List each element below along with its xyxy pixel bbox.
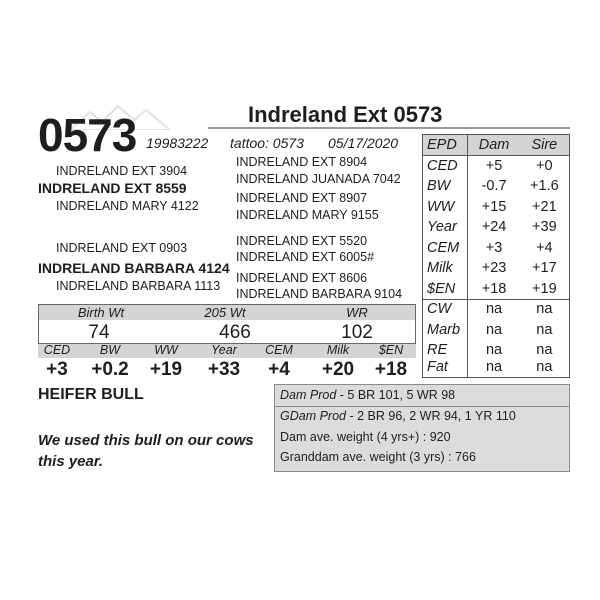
registration-number: 19983222 — [146, 135, 209, 151]
weight-label: WR — [346, 305, 368, 320]
epd-dam-value: -0.7 — [481, 178, 507, 195]
gdam-prod-line — [280, 409, 516, 423]
epd-trait: Fat — [427, 359, 448, 376]
epd-dam-value: na — [485, 342, 503, 359]
sire-epd-value: +19 — [149, 359, 183, 380]
epd-row — [423, 357, 569, 378]
sire-epd-value: +3 — [46, 359, 68, 380]
weight-value: 74 — [88, 322, 110, 343]
pedigree-sd-dam: INDRELAND MARY 9155 — [236, 208, 379, 222]
pedigree-sire: INDRELAND EXT 8559 — [38, 180, 187, 196]
epd-trait: CEM — [427, 239, 460, 256]
tattoo: tattoo: 0573 — [230, 135, 304, 151]
epd-sire-value: na — [536, 359, 553, 376]
pedigree-dd-dam: INDRELAND BARBARA 9104 — [236, 287, 403, 301]
pedigree-sire-sire: INDRELAND EXT 3904 — [56, 164, 188, 178]
epd-dam-value: +23 — [481, 260, 507, 277]
epd-row — [423, 299, 569, 320]
epd-row — [423, 258, 569, 279]
weight-value: 466 — [219, 322, 251, 343]
sire-epd-value: +18 — [374, 359, 408, 380]
epd-dam-value: na — [485, 301, 503, 318]
epd-dam-value: +5 — [485, 157, 503, 174]
epd-trait: CW — [427, 301, 452, 318]
title-divider — [208, 127, 570, 129]
epd-sire-value: +21 — [532, 198, 557, 215]
epd-trait: BW — [427, 178, 451, 195]
pedigree-ds-sire: INDRELAND EXT 5520 — [236, 234, 368, 248]
pedigree-dam-sire: INDRELAND EXT 0903 — [56, 241, 188, 255]
dam-average-weight: Dam ave. weight (4 yrs+) : 920 — [280, 430, 451, 444]
epd-sire-value: +39 — [532, 219, 557, 236]
epd-sire-value: na — [536, 321, 553, 338]
sire-epd-value: +0.2 — [91, 359, 129, 380]
epd-header-dam: Dam — [478, 137, 510, 154]
epd-header-trait: EPD — [427, 137, 457, 154]
birth-date: 05/17/2020 — [328, 135, 399, 151]
epd-trait: RE — [427, 342, 448, 359]
epd-dam-value: na — [485, 359, 503, 376]
sire-epd-value: +20 — [321, 359, 355, 380]
epd-header-divider — [423, 155, 569, 156]
epd-table — [422, 134, 570, 378]
epd-carcass-divider — [423, 299, 569, 300]
epd-trait: $EN — [427, 280, 456, 297]
pedigree-dam: INDRELAND BARBARA 4124 — [38, 260, 230, 276]
epd-header-row — [423, 135, 569, 156]
epd-column-divider — [467, 135, 468, 377]
epd-sire-value: na — [536, 342, 553, 359]
epd-row — [423, 279, 569, 300]
epd-trait: Milk — [427, 260, 453, 277]
sire-epd-label: $EN — [378, 343, 404, 357]
sire-epd-value: +4 — [268, 359, 290, 380]
pedigree-ds-dam: INDRELAND EXT 6005# — [236, 250, 375, 264]
pedigree-ss-dam: INDRELAND JUANADA 7042 — [236, 172, 401, 186]
dam-prod-value: - 5 BR 101, 5 WR 98 — [339, 388, 456, 402]
epd-trait: Year — [427, 219, 457, 236]
dam-prod-label: Dam Prod — [280, 388, 337, 402]
epd-header-sire: Sire — [531, 137, 558, 154]
sire-epd-label: CEM — [265, 343, 293, 357]
weight-label: Birth Wt — [77, 305, 125, 320]
pedigree-sire-dam: INDRELAND MARY 4122 — [56, 199, 199, 213]
comment-text: We used this bull on our cows this year. — [38, 432, 254, 470]
epd-sire-value: +17 — [532, 260, 557, 277]
production-box — [274, 384, 570, 472]
sire-epd-value: +33 — [207, 359, 241, 380]
weight-label: 205 Wt — [204, 305, 246, 320]
epd-row — [423, 197, 569, 218]
epd-sire-value: +0 — [536, 157, 553, 174]
pedigree-ss-sire: INDRELAND EXT 8904 — [236, 155, 368, 169]
animal-name: Indreland Ext 0573 — [248, 102, 443, 127]
gdam-prod-label: GDam Prod — [280, 409, 346, 423]
epd-trait: WW — [427, 198, 455, 215]
epd-row — [423, 238, 569, 259]
pedigree-dd-sire: INDRELAND EXT 8606 — [236, 271, 368, 285]
sire-epd-label: WW — [154, 343, 178, 357]
pedigree-dam-dam: INDRELAND BARBARA 1113 — [56, 279, 221, 293]
epd-dam-value: +18 — [481, 280, 507, 297]
sire-epd-label: Year — [211, 343, 237, 357]
sire-epd-label: CED — [43, 343, 71, 357]
epd-sire-value: +19 — [532, 280, 557, 297]
epd-trait: CED — [427, 157, 458, 174]
epd-sire-value: +4 — [536, 239, 553, 256]
epd-dam-value: +15 — [481, 198, 507, 215]
epd-sire-value: +1.6 — [530, 178, 559, 195]
sire-epd-label: Milk — [326, 343, 350, 357]
epd-row — [423, 176, 569, 197]
production-divider — [275, 406, 569, 407]
epd-dam-value: na — [485, 321, 503, 338]
pedigree-sd-sire: INDRELAND EXT 8907 — [236, 191, 368, 205]
epd-dam-value: +3 — [485, 239, 503, 256]
weight-value: 102 — [341, 322, 373, 343]
granddam-average-weight: Granddam ave. weight (3 yrs) : 766 — [280, 450, 476, 464]
dam-prod-line — [280, 388, 455, 402]
epd-row — [423, 156, 569, 177]
weights-box — [38, 304, 416, 344]
epd-trait: Marb — [427, 321, 461, 338]
gdam-prod-value: - 2 BR 96, 2 WR 94, 1 YR 110 — [349, 409, 516, 423]
epd-row — [423, 217, 569, 238]
classification-label: HEIFER BULL — [38, 386, 144, 403]
lot-number: 0573 — [38, 109, 137, 161]
epd-sire-value: na — [536, 301, 553, 318]
sire-epd-label: BW — [99, 343, 121, 357]
epd-row — [423, 320, 569, 341]
epd-dam-value: +24 — [481, 219, 507, 236]
